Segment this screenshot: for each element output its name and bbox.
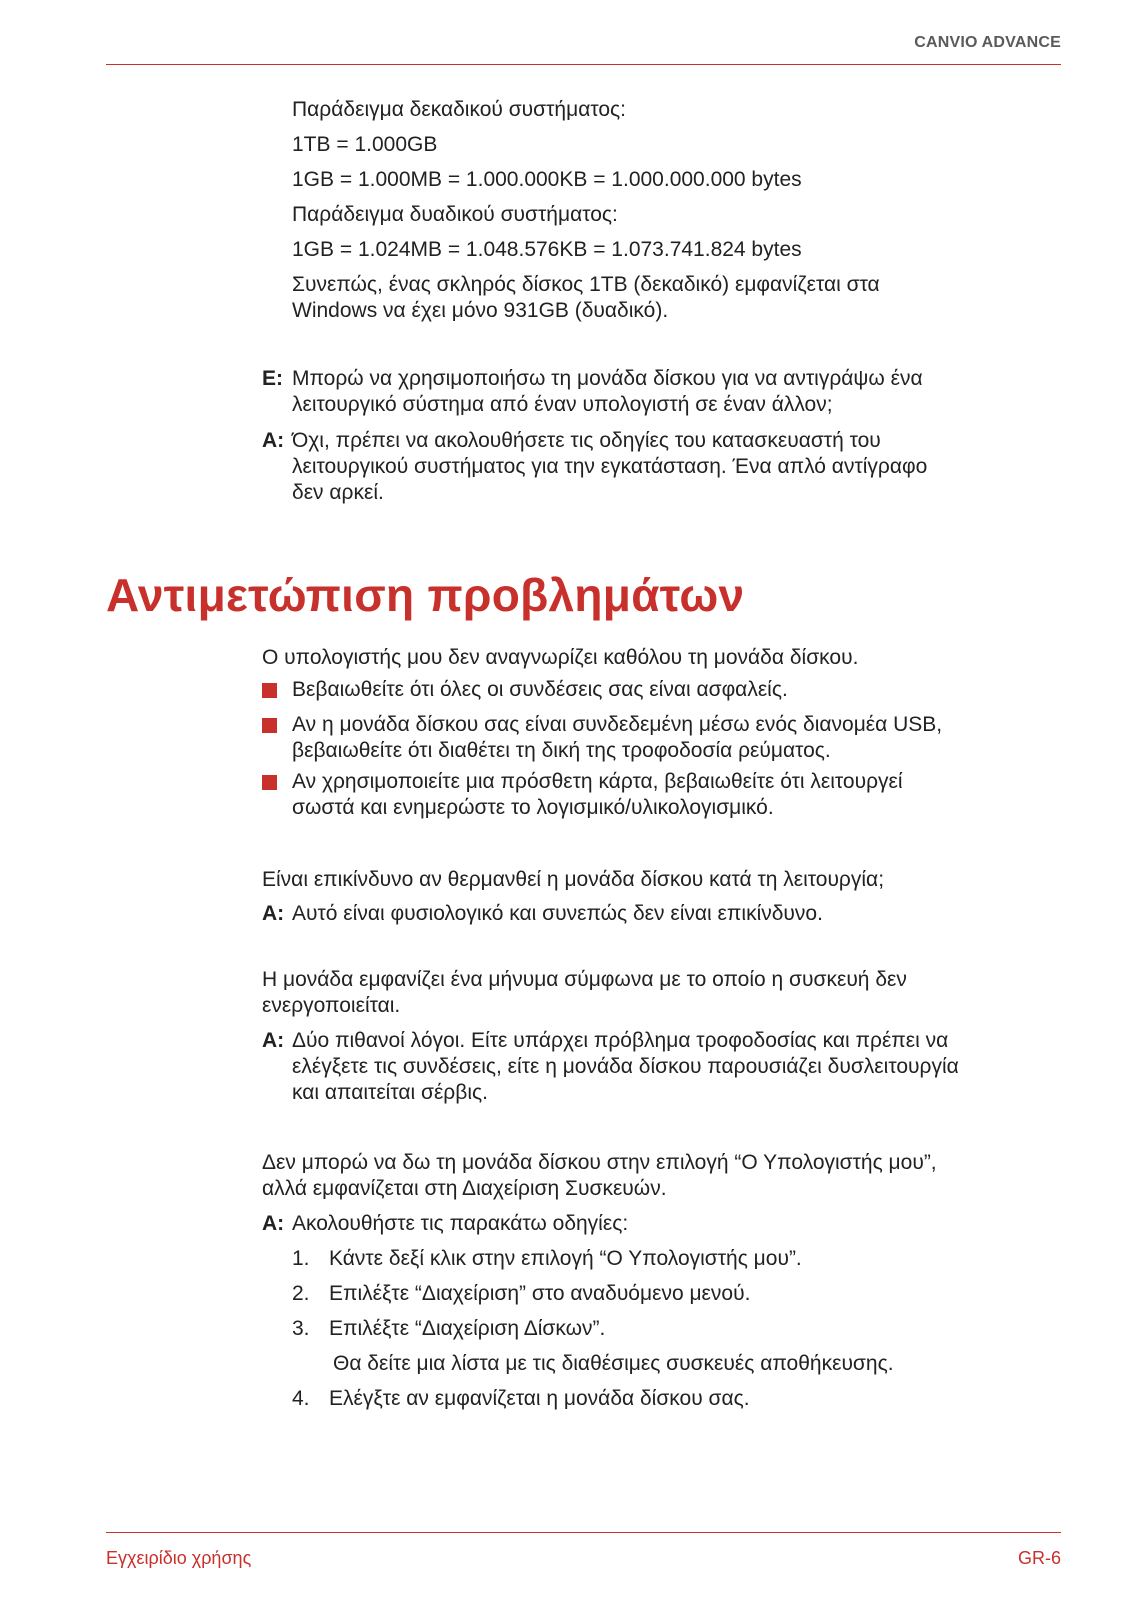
problem-statement: αλλά εμφανίζεται στη Διαχείριση Συσκευών. [262,1177,667,1200]
step-number: 2. [292,1282,310,1305]
bullet-marker [262,775,277,790]
answer-label: A: [262,902,285,925]
problem-statement: Η μονάδα εμφανίζει ένα μήνυμα σύμφωνα με το οποίο η συσκευή δεν [262,968,907,991]
problem-statement: Είναι επικίνδυνο αν θερμανθεί η μονάδα δίσκου κατά τη λειτουργία; [262,868,885,891]
faq-text-line: Παράδειγμα δυαδικού συστήματος: [292,203,618,226]
answer-label: A: [262,1029,285,1052]
bullet-text: βεβαιωθείτε ότι διαθέτει τη δική της τροφοδοσία ρεύματος. [292,739,831,762]
faq-text-line: 1GB = 1.000MB = 1.000.000KB = 1.000.000.000 bytes [292,168,802,191]
answer-text: και απαιτείται σέρβις. [292,1081,488,1104]
problem-statement: ενεργοποιείται. [262,994,401,1017]
step-number: 3. [292,1317,310,1340]
answer-label: A: [262,1212,285,1235]
question-label: E: [262,367,283,390]
answer-text: Όχι, πρέπει να ακολουθήσετε τις οδηγίες του κατασκευαστή του [292,429,881,452]
step-text: Ελέγξτε αν εμφανίζεται η μονάδα δίσκου σας. [329,1387,750,1410]
step-number: 1. [292,1247,310,1270]
footer-manual-title: Εγχειρίδιο χρήσης [106,1548,252,1568]
faq-text-line: 1TB = 1.000GB [292,133,438,156]
answer-text: λειτουργικού συστήματος για την εγκατάσταση. Ένα απλό αντίγραφο [292,455,928,478]
faq-text-line: 1GB = 1.024MB = 1.048.576KB = 1.073.741.824 bytes [292,238,802,261]
section-title: Αντιμετώπιση προβλημάτων [106,569,745,621]
answer-text: δεν αρκεί. [292,481,384,504]
bullet-marker [262,718,277,733]
answer-label: A: [262,429,285,452]
step-note: Θα δείτε μια λίστα με τις διαθέσιμες συσκευές αποθήκευσης. [333,1352,894,1375]
faq-text-line: Συνεπώς, ένας σκληρός δίσκος 1TB (δεκαδικό) εμφανίζεται στα [292,273,880,296]
answer-text: Δύο πιθανοί λόγοι. Είτε υπάρχει πρόβλημα τροφοδοσίας και πρέπει να [292,1029,949,1052]
problem-statement: Ο υπολογιστής μου δεν αναγνωρίζει καθόλου τη μονάδα δίσκου. [262,646,859,669]
footer-page-number: GR-6 [1017,1548,1061,1568]
bullet-text: Αν χρησιμοποιείτε μια πρόσθετη κάρτα, βεβαιωθείτε ότι λειτουργεί [292,770,903,793]
step-text: Επιλέξτε “Διαχείριση” στο αναδυόμενο μενού. [329,1282,751,1305]
answer-text: ελέγξετε τις συνδέσεις, είτε η μονάδα δίσκου παρουσιάζει δυσλειτουργία [292,1055,959,1078]
question-text: λειτουργικό σύστημα από έναν υπολογιστή σε έναν άλλον; [292,393,833,416]
step-number: 4. [292,1387,310,1410]
question-text: Μπορώ να χρησιμοποιήσω τη μονάδα δίσκου για να αντιγράψω ένα [292,367,923,390]
bullet-text: σωστά και ενημερώστε το λογισμικό/υλικολογισμικό. [292,796,774,819]
bullet-marker [262,683,277,698]
header-divider [106,64,1061,65]
bullet-text: Βεβαιωθείτε ότι όλες οι συνδέσεις σας είναι ασφαλείς. [292,678,788,701]
answer-text: Ακολουθήστε τις παρακάτω οδηγίες: [292,1212,629,1235]
step-text: Κάντε δεξί κλικ στην επιλογή “Ο Υπολογιστής μου”. [329,1247,802,1270]
bullet-text: Αν η μονάδα δίσκου σας είναι συνδεδεμένη μέσω ενός διανομέα USB, [292,713,943,736]
faq-text-line: Windows να έχει μόνο 931GB (δυαδικό). [292,299,669,322]
step-text: Επιλέξτε “Διαχείριση Δίσκων”. [329,1317,606,1340]
faq-text-line: Παράδειγμα δεκαδικού συστήματος: [292,98,626,121]
problem-statement: Δεν μπορώ να δω τη μονάδα δίσκου στην επιλογή “Ο Υπολογιστής μου”, [262,1151,937,1174]
header-product-name: CANVIO ADVANCE [914,34,1061,51]
footer-divider [106,1532,1061,1533]
answer-text: Αυτό είναι φυσιολογικό και συνεπώς δεν είναι επικίνδυνο. [292,902,823,925]
